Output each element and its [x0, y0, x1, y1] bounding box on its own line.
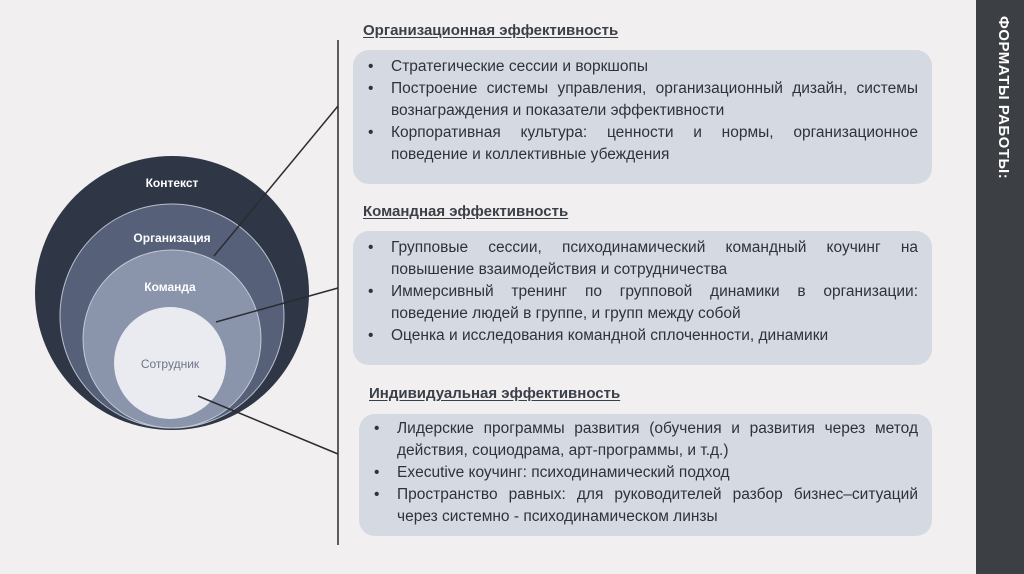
section-box-individual	[359, 414, 932, 536]
list-item: • Построение системы управления, организационный дизайн, системы вознаграждения и показатели эффективности	[361, 78, 918, 122]
bullet-list	[367, 418, 918, 528]
connector-employee	[198, 396, 338, 454]
section-box-organizational	[353, 50, 932, 184]
bullet-list	[361, 237, 918, 347]
list-item: • Лидерские программы развития (обучения и развития через метод действия, социодрама, арт-программы, и т.д.)	[367, 418, 918, 462]
list-item: • Иммерсивный тренинг по групповой динамики в организации: поведение людей в группе, и групп между собой	[361, 281, 918, 325]
list-item: • Групповые сессии, психодинамический командный коучинг на повышение взаимодействия и сотрудничества	[361, 237, 918, 281]
list-item: • Executive коучинг: психодинамический подход	[367, 462, 918, 484]
employee-label: Сотрудник	[140, 357, 200, 371]
organization-label: Организация	[133, 231, 211, 245]
section-box-team	[353, 231, 932, 365]
list-item: • Стратегические сессии и воркшопы	[361, 56, 918, 78]
section-title-organizational: Организационная эффективность	[363, 22, 619, 39]
side-title: ФОРМАТЫ РАБОТЫ:	[995, 16, 1012, 180]
list-item: • Пространство равных: для руководителей разбор бизнес–ситуаций через системно - психодинамическом линзы	[367, 484, 918, 528]
list-item: • Оценка и исследования командной сплоченности, динамики	[361, 325, 918, 347]
team-label: Команда	[144, 280, 196, 294]
section-title-team: Командная эффективность	[363, 203, 569, 220]
bullet-list	[361, 56, 918, 166]
section-title-individual: Индивидуальная эффективность	[369, 385, 621, 402]
list-item: • Корпоративная культура: ценности и нормы, организационное поведение и коллективные убеждения	[361, 122, 918, 166]
context-label: Контекст	[145, 176, 199, 190]
